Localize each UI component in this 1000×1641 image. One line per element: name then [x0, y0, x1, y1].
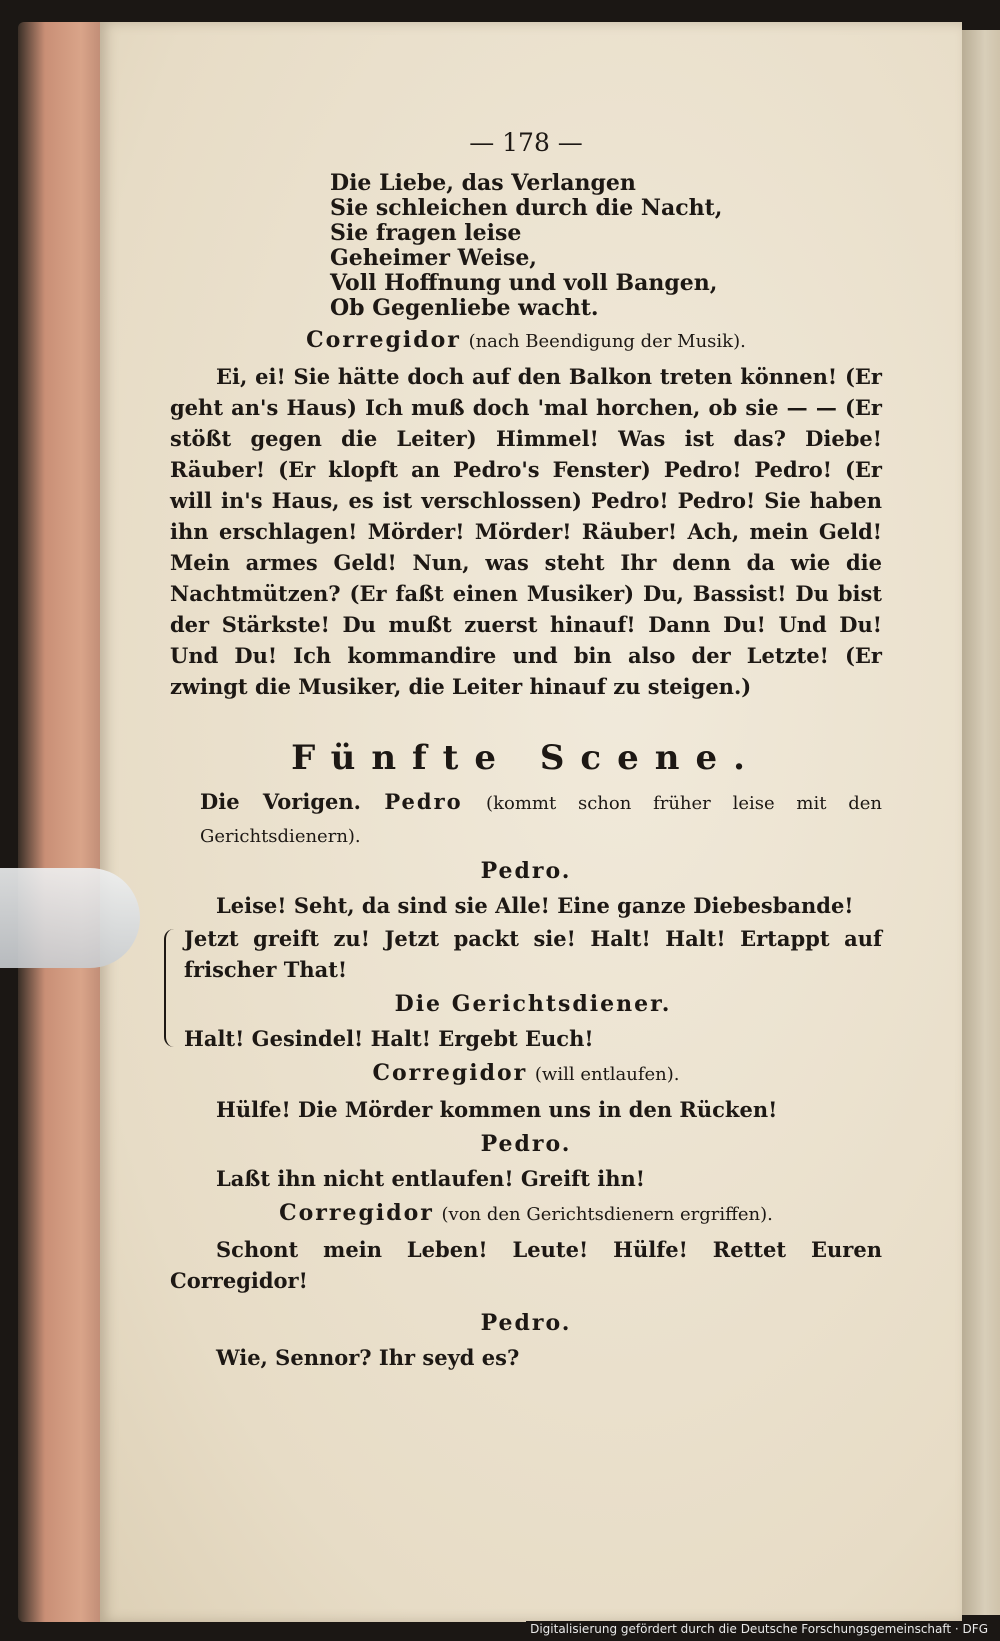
speaker-name: Corregidor — [306, 327, 461, 353]
page-number: — 178 — — [469, 128, 583, 157]
persons-name: Pedro — [384, 789, 463, 814]
book-edge — [18, 22, 108, 1622]
scene-title: Fünfte Scene. — [291, 738, 761, 778]
song-verse — [330, 171, 882, 321]
page-turn-tab[interactable] — [0, 868, 140, 968]
page-text — [170, 120, 882, 1375]
verse-line: Sie schleichen durch die Nacht, — [330, 195, 723, 221]
speech: Leise! Seht, da sind sie Alle! Eine ganze Diebesbande! — [216, 893, 854, 918]
verse-line: Ob Gegenliebe wacht. — [330, 295, 599, 321]
brace — [164, 929, 178, 1047]
digitization-credit: Digitalisierung gefördert durch die Deutsche Forschungsgemeinschaft · DFG — [526, 1621, 992, 1637]
verse-line: Geheimer Weise, — [330, 245, 537, 271]
verse-line: Die Liebe, das Verlangen — [330, 170, 636, 196]
speaker-heading: Pedro. — [480, 1131, 572, 1157]
speech: Hülfe! Die Mörder kommen uns in den Rücken! — [216, 1097, 778, 1122]
speaker-heading: Pedro. — [480, 1310, 572, 1336]
speech: Halt! Gesindel! Halt! Ergebt Euch! — [184, 1026, 594, 1051]
speech: Jetzt greift zu! Jetzt packt sie! Halt! Halt! Ertappt auf frischer That! — [184, 926, 882, 982]
verse-line: Sie fragen leise — [330, 220, 522, 246]
stage-direction: (von den Gerichtsdienern ergriffen). — [441, 1204, 773, 1225]
speaker-name: Corregidor — [372, 1060, 528, 1086]
speaker-heading — [170, 1058, 882, 1090]
scene-persons — [170, 786, 882, 852]
speaker-heading — [170, 325, 882, 357]
stage-direction: (kommt schon früher leise mit den Gerichtsdienern). — [200, 793, 882, 847]
speaker-heading — [170, 1198, 882, 1230]
stage-direction: (will entlaufen). — [534, 1064, 680, 1085]
simultaneous-speech — [170, 923, 882, 1054]
speaker-heading: Pedro. — [480, 858, 572, 884]
speaker-heading: Die Gerichtsdiener. — [394, 991, 672, 1017]
persons-label: Die Vorigen. — [200, 789, 361, 814]
speech: Wie, Sennor? Ihr seyd es? — [216, 1345, 520, 1370]
verse-line: Voll Hoffnung und voll Bangen, — [330, 270, 718, 296]
speaker-name: Corregidor — [279, 1200, 434, 1226]
facing-page-edge — [962, 30, 1000, 1615]
stage-direction: (nach Beendigung der Musik). — [468, 331, 746, 352]
speech: Ei, ei! Sie hätte doch auf den Balkon treten können! (Er geht an's Haus) Ich muß doch 'mal horchen, ob sie — — (Er stößt gegen die Leiter) Himmel! Was ist das? Diebe! Räuber! (Er klopft an Pedro's Fenster) Pedro! Pedro! (Er will in's Haus, es ist verschlossen) Pedro! Pedro! Sie haben ihn erschlagen! Mörder! Mörder! Räuber! Ach, mein Geld! Mein armes Geld! Nun, was steht Ihr denn da wie die Nachtmützen? (Er faßt einen Musiker) Du, Bassist! Du bist der Stärkste! Du mußt zuerst hinauf! Dann Du! Und Du! Und Du! Ich kommandire und bin also der Letzte! (Er zwingt die Musiker, die Leiter hinauf zu steigen.) — [170, 364, 882, 699]
speech: Schont mein Leben! Leute! Hülfe! Rettet Euren Corregidor! — [170, 1237, 882, 1293]
speech: Laßt ihn nicht entlaufen! Greift ihn! — [216, 1166, 645, 1191]
